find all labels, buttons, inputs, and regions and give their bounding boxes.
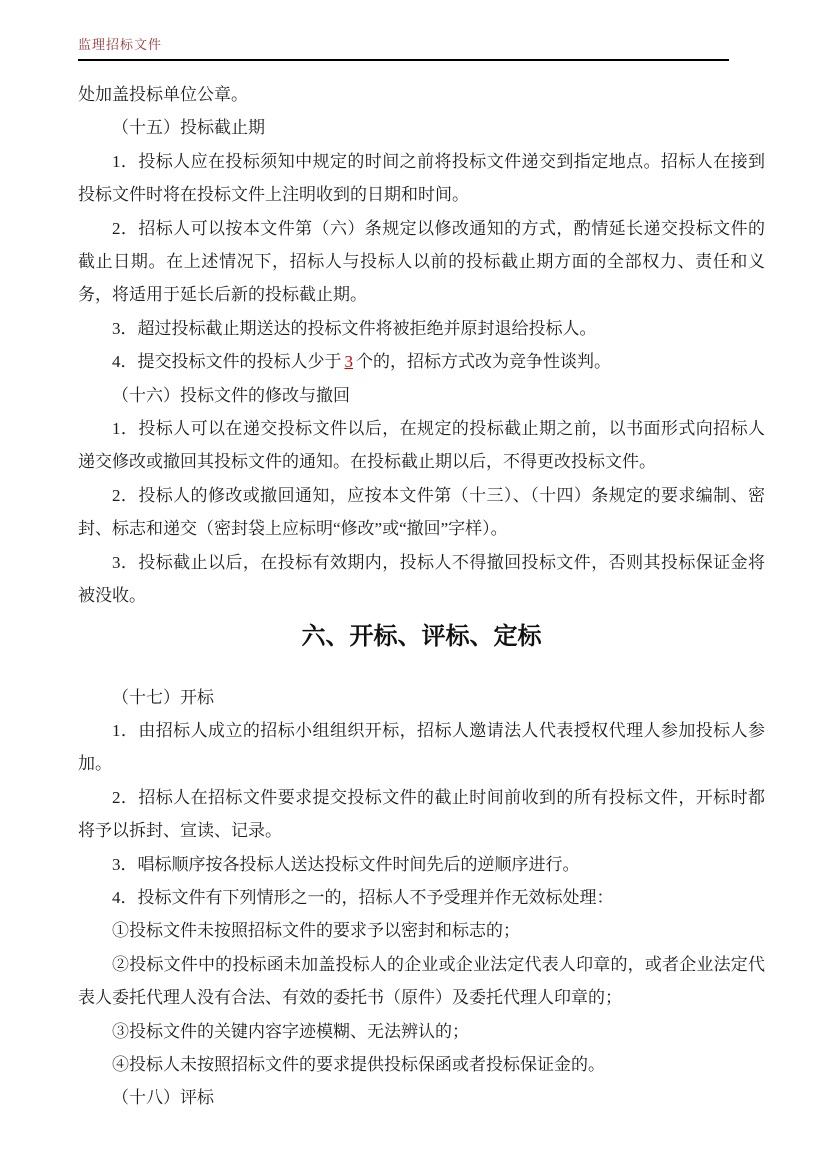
paragraph: 1．投标人可以在递交投标文件以后，在规定的投标截止期之前，以书面形式向招标人递交修改或撤回其投标文件的通知。在投标截止期以后，不得更改投标文件。: [78, 419, 765, 472]
paragraph-continuation: 处加盖投标单位公章。: [78, 85, 248, 104]
paragraph-text-prefix: 4．提交投标文件的投标人少于: [112, 352, 342, 372]
clause-title-15: （十五）投标截止期: [112, 118, 265, 138]
list-item-3: ③投标文件的关键内容字迹模糊、无法辨认的；: [112, 1021, 469, 1041]
list-item-1: ①投标文件未按照招标文件的要求予以密封和标志的；: [112, 921, 520, 941]
paragraph: 3．投标截止以后，在投标有效期内，投标人不得撤回投标文件，否则其投标保证金将被没收。: [78, 552, 765, 606]
clause-title-17: （十七）开标: [112, 687, 214, 707]
paragraph: 1．投标人应在投标须知中规定的时间之前将投标文件递交到指定地点。招标人在接到投标文件时将在投标文件上注明收到的日期和时间。: [78, 151, 765, 205]
list-item-2: ②投标文件中的投标函未加盖投标人的企业或企业法定代表人印章的，或者企业法定代表人委托代理人没有合法、有效的委托书（原件）及委托代理人印章的；: [78, 954, 765, 1008]
paragraph: 1．由招标人成立的招标小组组织开标，招标人邀请法人代表授权代理人参加投标人参加。: [78, 720, 765, 774]
paragraph: 3．超过投标截止期送达的投标文件将被拒绝并原封退给投标人。: [112, 318, 597, 338]
header-title: 监理招标文件: [78, 37, 163, 52]
paragraph: 2．招标人可以按本文件第（六）条规定以修改通知的方式，酌情延长递交投标文件的截止日期。在上述情况下，招标人与投标人以前的投标截止期方面的全部权力、责任和义务，将适用于延长后新的投标截止期。: [78, 218, 765, 305]
paragraph-with-highlight: [78, 345, 765, 378]
paragraph: 2．投标人的修改或撤回通知，应按本文件第（十三）、（十四）条规定的要求编制、密封、标志和递交（密封袋上应标明“修改”或“撤回”字样）。: [78, 485, 765, 539]
paragraph: 4．投标文件有下列情形之一的，招标人不予受理并作无效标处理：: [112, 887, 614, 907]
section-heading: 六、开标、评标、定标: [301, 622, 542, 650]
clause-title-16: （十六）投标文件的修改与撤回: [112, 385, 350, 405]
page-header: [78, 34, 729, 61]
clause-title-18: （十八）评标: [112, 1088, 214, 1108]
document-body: [78, 78, 765, 1115]
highlighted-value: 3: [344, 352, 353, 372]
paragraph-text-suffix: 个的，招标方式改为竞争性谈判。: [356, 352, 611, 372]
paragraph: 2．招标人在招标文件要求提交投标文件的截止时间前收到的所有投标文件，开标时都将予以拆封、宣读、记录。: [78, 787, 765, 841]
list-item-4: ④投标人未按照招标文件的要求提供投标保函或者投标保证金的。: [112, 1054, 605, 1074]
paragraph: 3．唱标顺序按各投标人送达投标文件时间先后的逆顺序进行。: [112, 854, 580, 874]
